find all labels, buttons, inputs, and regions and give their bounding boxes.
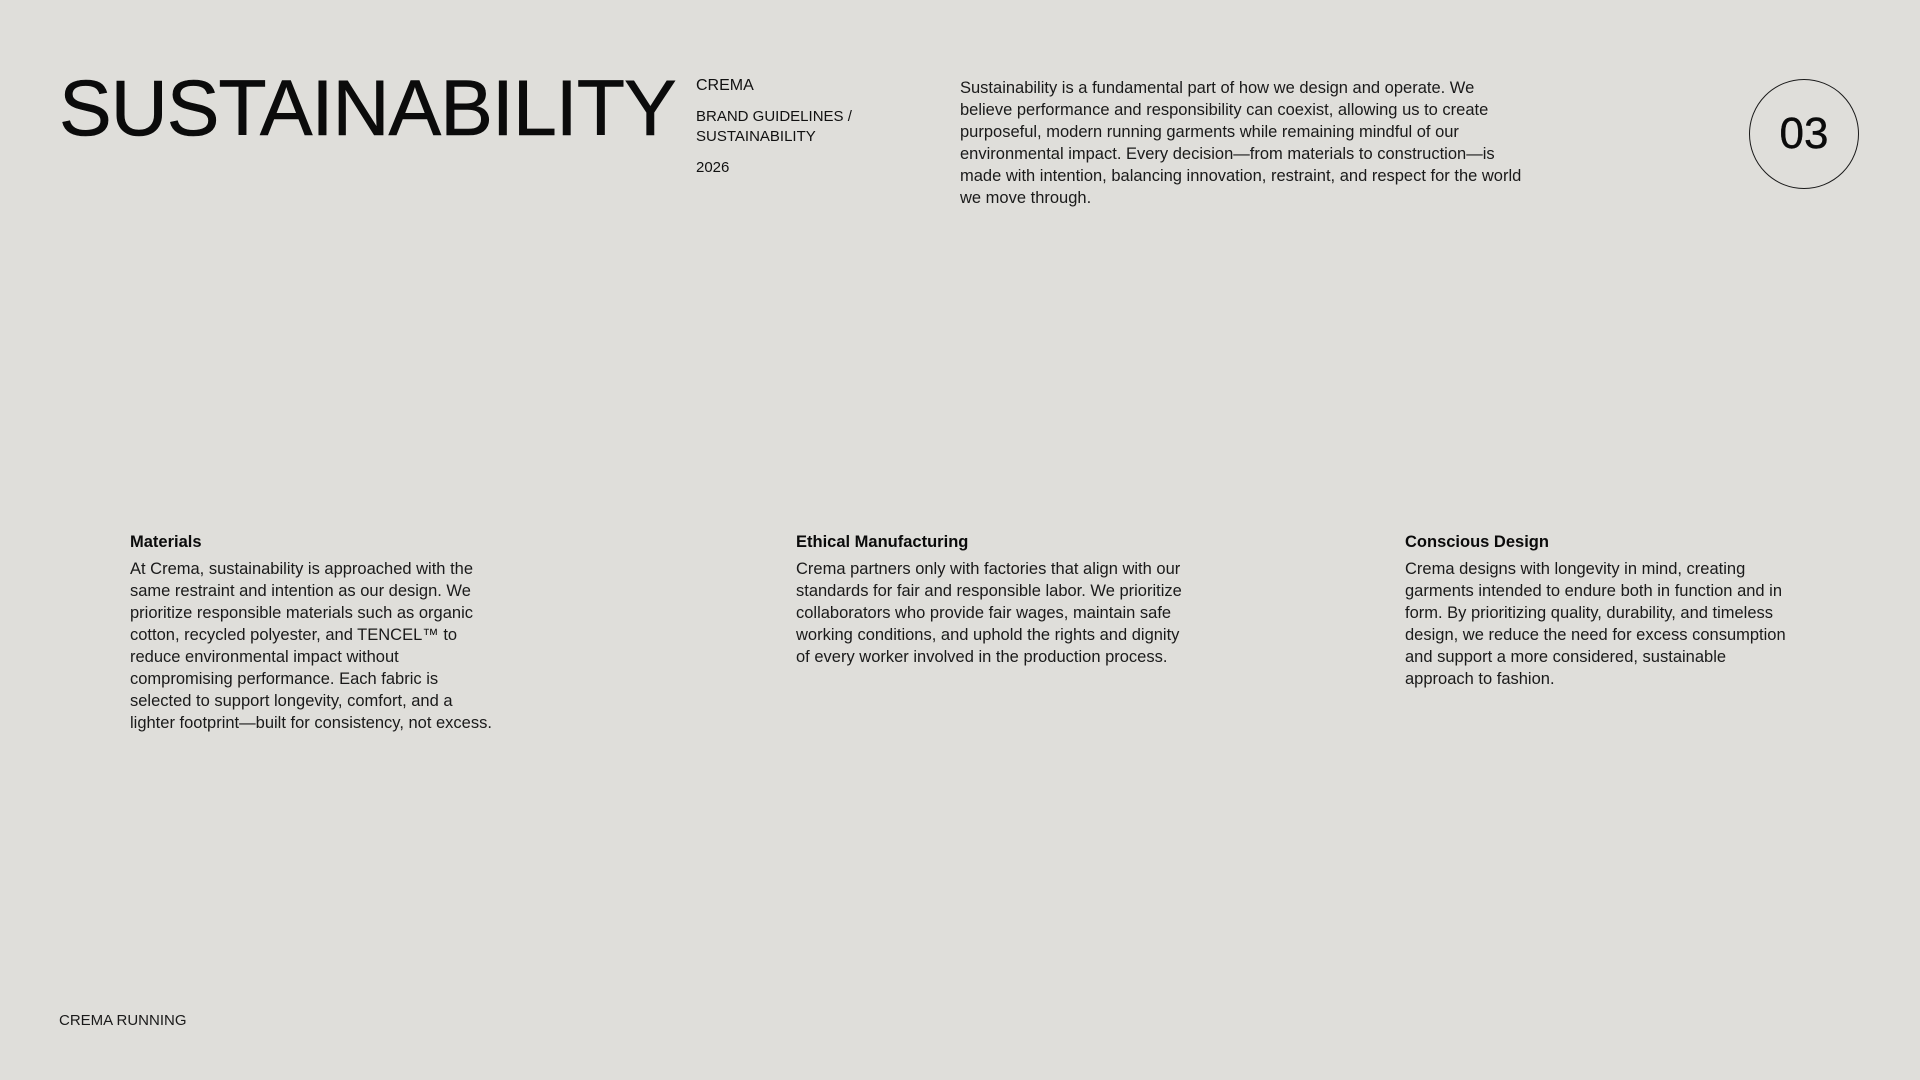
page-number: 03	[1779, 109, 1829, 158]
brand-name: CREMA	[696, 77, 754, 94]
breadcrumb: BRAND GUIDELINES / SUSTAINABILITY	[696, 108, 852, 145]
pillar-heading: Ethical Manufacturing	[796, 533, 969, 551]
pillar-materials	[130, 531, 502, 734]
pillar-body: Crema designs with longevity in mind, creating garments intended to endure both in function and in form. By prioritizing quality, durability, and timeless design, we reduce the need for excess consumption and support a more considered, sustainable approach to fashion.	[1405, 560, 1786, 688]
pillar-body: At Crema, sustainability is approached with the same restraint and intention as our design. We prioritize responsible materials such as organic cotton, recycled polyester, and TENCEL™ to reduce environmental impact without compromising performance. Each fabric is selected to support longevity, comfort, and a lighter footprint—built for consistency, not excess.	[130, 560, 492, 732]
pillar-conscious-design	[1405, 531, 1795, 690]
pillar-heading: Materials	[130, 533, 202, 551]
document-year: 2026	[696, 159, 730, 176]
intro-paragraph: Sustainability is a fundamental part of how we design and operate. We believe performance and responsibility can coexist, allowing us to create purposeful, modern running garments while remaining mindful of our environmental impact. Every decision—from materials to construction—is made with intention, balancing innovation, restraint, and respect for the world we move through.	[960, 79, 1522, 207]
page-title: SUSTAINABILITY	[59, 63, 676, 152]
pillar-ethical-manufacturing	[796, 531, 1186, 668]
document-meta	[696, 76, 906, 178]
pillar-heading: Conscious Design	[1405, 533, 1549, 551]
page-number-badge	[1749, 79, 1859, 189]
pillar-body: Crema partners only with factories that align with our standards for fair and responsible labor. We prioritize collaborators who provide fair wages, maintain safe working conditions, and uphold the rights and dignity of every worker involved in the production process.	[796, 560, 1182, 666]
footer-label: CREMA RUNNING	[59, 1012, 187, 1029]
